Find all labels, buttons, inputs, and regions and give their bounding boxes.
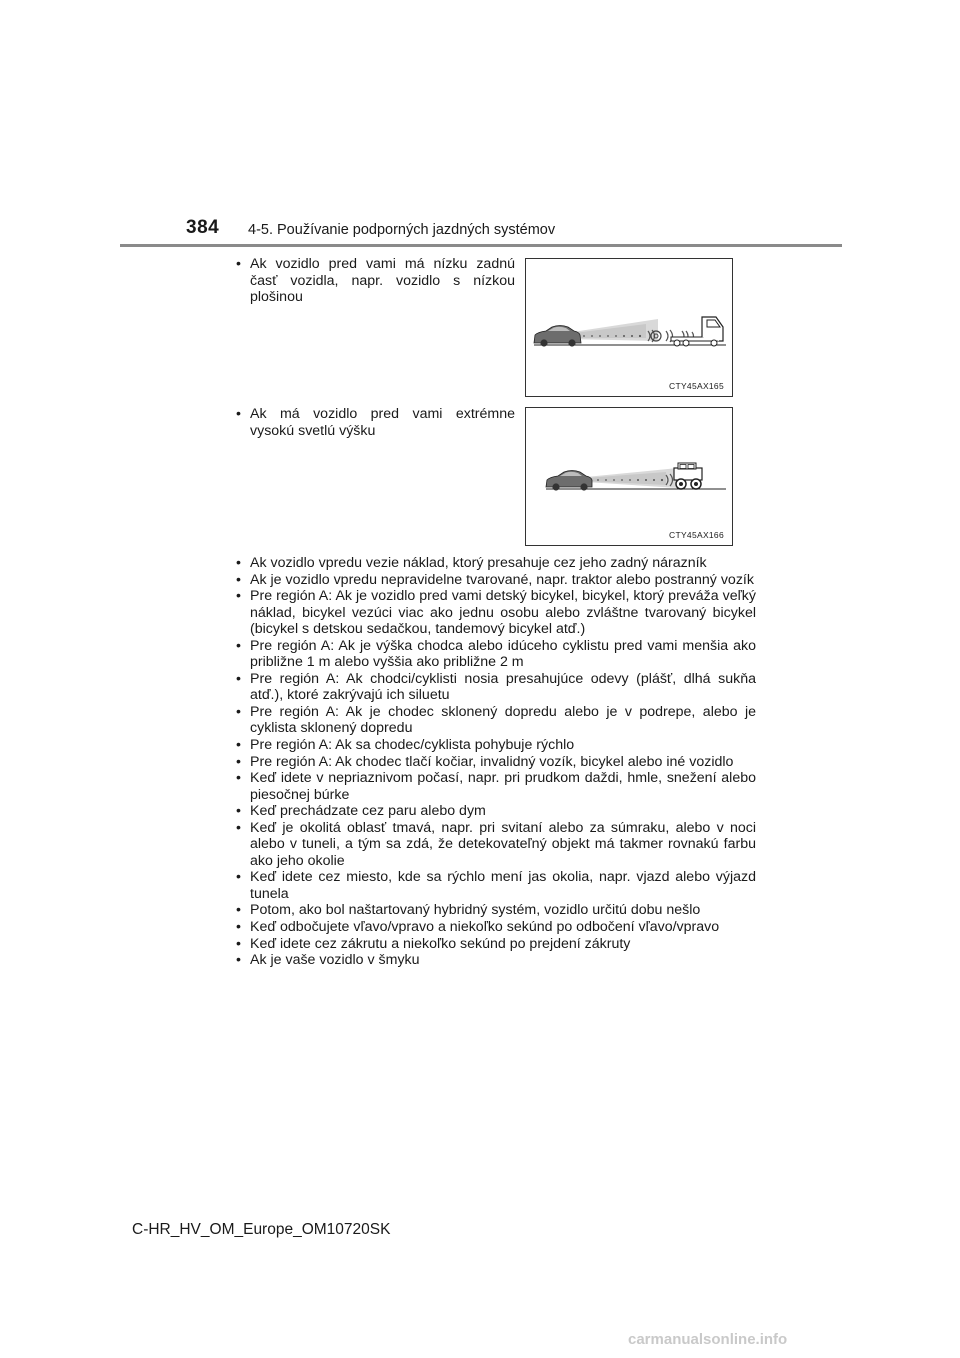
bullet-marker: • (236, 753, 241, 770)
footer-doc-code: C-HR_HV_OM_Europe_OM10720SK (132, 1221, 391, 1238)
section-title: 4-5. Používanie podporných jazdných systémov (248, 222, 556, 238)
list-item-text: Ak je vozidlo vpredu nepravidelne tvarované, napr. traktor alebo postranný vozík (250, 571, 754, 588)
bullet-marker: • (236, 571, 241, 588)
list-item (236, 572, 756, 589)
list-item-text: Keď odbočujete vľavo/vpravo a niekoľko sekúnd po odbočení vľavo/vpravo (250, 919, 720, 936)
bullet-marker: • (236, 737, 241, 754)
list-item (236, 588, 756, 638)
low-rear-vehicle-illustration (526, 259, 732, 396)
limitations-list (236, 555, 756, 969)
bullet-marker: • (236, 952, 241, 969)
list-item-text: Ak je vaše vozidlo v šmyku (250, 952, 420, 969)
list-item-text: Keď je okolitá oblasť tmavá, napr. pri svitaní alebo za súmraku, alebo v noci alebo v tuneli, a tým sa zdá, že detekovateľný objekt má takmer rovnakú farbu ako jeho okolie (250, 819, 756, 869)
list-item-text: Keď idete cez miesto, kde sa rýchlo mení jas okolia, napr. vjazd alebo výjazd tunela (250, 869, 756, 902)
list-item-text: Ak vozidlo vpredu vezie náklad, ktorý presahuje cez jeho zadný nárazník (250, 555, 707, 571)
list-item-text: Pre región A: Ak je chodec sklonený dopredu alebo je v podrepe, alebo je cyklista sklonený dopredu (250, 703, 756, 737)
list-item (236, 555, 756, 572)
list-item-text: Keď idete v nepriaznivom počasí, napr. pri prudkom daždi, hmle, snežení alebo piesočnej búrke (250, 770, 756, 803)
list-item-text: Pre región A: Ak je vozidlo pred vami detský bicykel, bicykel, ktorý preváža veľký náklad, bicykel vezúci viac ako jednu osobu alebo zvláštne tvarovaný bicykel (bicykel s detskou sedačkou, tandemový bicykel atď.) (250, 588, 756, 638)
list-item (236, 638, 756, 671)
list-item (236, 952, 756, 969)
list-item-text: Potom, ako bol naštartovaný hybridný systém, vozidlo určitú dobu nešlo (250, 902, 701, 919)
bullet-marker: • (236, 869, 241, 886)
list-item (236, 803, 756, 820)
intro-item-text: Ak má vozidlo pred vami extrémne vysokú svetlú výšku (250, 406, 515, 439)
list-item (236, 902, 756, 919)
figure-high-clearance-vehicle (525, 407, 733, 546)
list-item-text: Pre región A: Ak chodec tlačí kočiar, invalidný vozík, bicykel alebo iné vozidlo (250, 753, 734, 770)
figure-code: CTY45AX165 (669, 381, 724, 391)
list-item-text: Pre región A: Ak je výška chodca alebo idúceho cyklistu pred vami menšia ako približne 1 m alebo vyššia ako približne 2 m (250, 637, 756, 671)
bullet-marker: • (236, 588, 241, 605)
bullet-marker: • (236, 919, 241, 936)
list-item (236, 671, 756, 704)
bullet-marker: • (236, 555, 241, 571)
bullet-marker: • (236, 670, 241, 687)
list-item (236, 770, 756, 803)
intro-item-high-clearance (236, 406, 515, 439)
list-item (236, 737, 756, 754)
list-item-text: Pre región A: Ak chodci/cyklisti nosia presahujúce odevy (plášť, dlhá sukňa atď.), ktoré zakrývajú ich siluetu (250, 670, 756, 704)
high-clearance-vehicle-illustration (526, 408, 732, 545)
header-rule (120, 244, 842, 247)
bullet-marker: • (236, 637, 241, 654)
page-number: 384 (186, 217, 220, 238)
bullet-marker: • (236, 703, 241, 720)
intro-item-low-rear (236, 256, 515, 306)
bullet-marker: • (236, 256, 241, 272)
list-item (236, 919, 756, 936)
list-item (236, 820, 756, 870)
list-item-text: Keď prechádzate cez paru alebo dym (250, 803, 486, 820)
list-item (236, 704, 756, 737)
list-item-text: Keď idete cez zákrutu a niekoľko sekúnd po prejdení zákruty (250, 935, 631, 952)
bullet-marker: • (236, 770, 241, 787)
list-item (236, 869, 756, 902)
list-item-text: Pre región A: Ak sa chodec/cyklista pohybuje rýchlo (250, 737, 575, 754)
bullet-marker: • (236, 803, 241, 820)
bullet-marker: • (236, 406, 241, 422)
watermark: carmanualsonline.info (628, 1331, 788, 1348)
bullet-marker: • (236, 819, 241, 836)
bullet-marker: • (236, 902, 241, 919)
intro-item-text: Ak vozidlo pred vami má nízku zadnú časť vozidla, napr. vozidlo s nízkou plošinou (250, 256, 515, 306)
list-item (236, 754, 756, 771)
figure-code: CTY45AX166 (669, 530, 724, 540)
list-item (236, 936, 756, 953)
bullet-marker: • (236, 935, 241, 952)
figure-low-rear-vehicle (525, 258, 733, 397)
